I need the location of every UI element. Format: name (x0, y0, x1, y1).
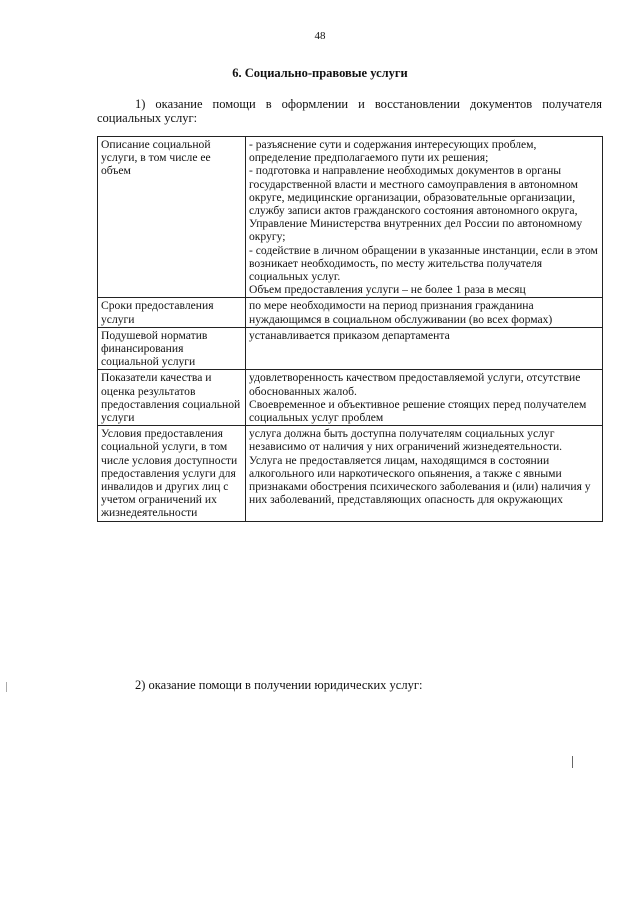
content-paragraph: - содействие в личном обращении в указанные инстанции, если в этом возникает необходимость, по месту жительства получателя социальных услуг. (249, 243, 598, 284)
scan-margin-mark (572, 756, 573, 768)
service-description-table (97, 136, 603, 522)
row-label: Показатели качества и оценка результатов предоставления социальной услуги (98, 370, 246, 426)
row-content (246, 370, 603, 426)
row-content (246, 298, 603, 327)
content-paragraph: Услуга не предоставляется лицам, находящимся в состоянии алкогольного или наркотического опьянения, а также с явными признаками обострения психического заболевания и (или) наличия у них заболеваний, представляющих опасность для окружающих (249, 453, 591, 507)
content-paragraph: удовлетворенность качеством предоставляемой услуги, отсутствие обоснованных жалоб. (249, 371, 581, 398)
content-paragraph: - разъяснение сути и содержания интересующих проблем, определение предполагаемого пути их решения; (249, 138, 537, 165)
row-content (246, 426, 603, 521)
section-title: 6. Социально-правовые услуги (232, 66, 408, 80)
row-label: Условия предоставления социальной услуги, в том числе условия доступности предоставления услуги для инвалидов и других лиц с учетом ограничений их жизнедеятельности (98, 426, 246, 521)
content-paragraph: по мере необходимости на период признания гражданина нуждающимся в социальном обслуживании (во всех формах) (249, 299, 553, 326)
row-content (246, 137, 603, 298)
row-label: Подушевой норматив финансирования социальной услуги (98, 327, 246, 370)
content-paragraph: Своевременное и объективное решение стоящих перед получателем социальных услуг проблем (249, 397, 587, 425)
table-row (98, 327, 603, 370)
content-paragraph: - подготовка и направление необходимых документов в органы государственной власти и местного самоуправления в автономном округе, медицинские организации, образовательные организации, службу записи актов гражданского состояния автономного округа, Управление Министерства внутренних дел России по автономному округу; (249, 164, 583, 244)
content-paragraph: услуга должна быть доступна получателям социальных услуг независимо от наличия у них ограничений жизнедеятельности. (249, 427, 563, 454)
row-label: Описание социальной услуги, в том числе ее объем (98, 137, 246, 298)
item-2-heading: 2) оказание помощи в получении юридических услуг: (135, 678, 423, 692)
page-number: 48 (314, 30, 326, 42)
table-row (98, 298, 603, 327)
item-1-heading: 1) оказание помощи в оформлении и восстановлении документов получателя социальных услуг: (97, 97, 602, 125)
table-row (98, 426, 603, 521)
scan-margin-mark (6, 682, 7, 692)
row-content (246, 327, 603, 370)
table-row (98, 137, 603, 298)
row-label: Сроки предоставления услуги (98, 298, 246, 327)
table-row (98, 370, 603, 426)
content-paragraph: Объем предоставления услуги – не более 1 раза в месяц (249, 283, 526, 297)
content-paragraph: устанавливается приказом департамента (249, 328, 450, 342)
